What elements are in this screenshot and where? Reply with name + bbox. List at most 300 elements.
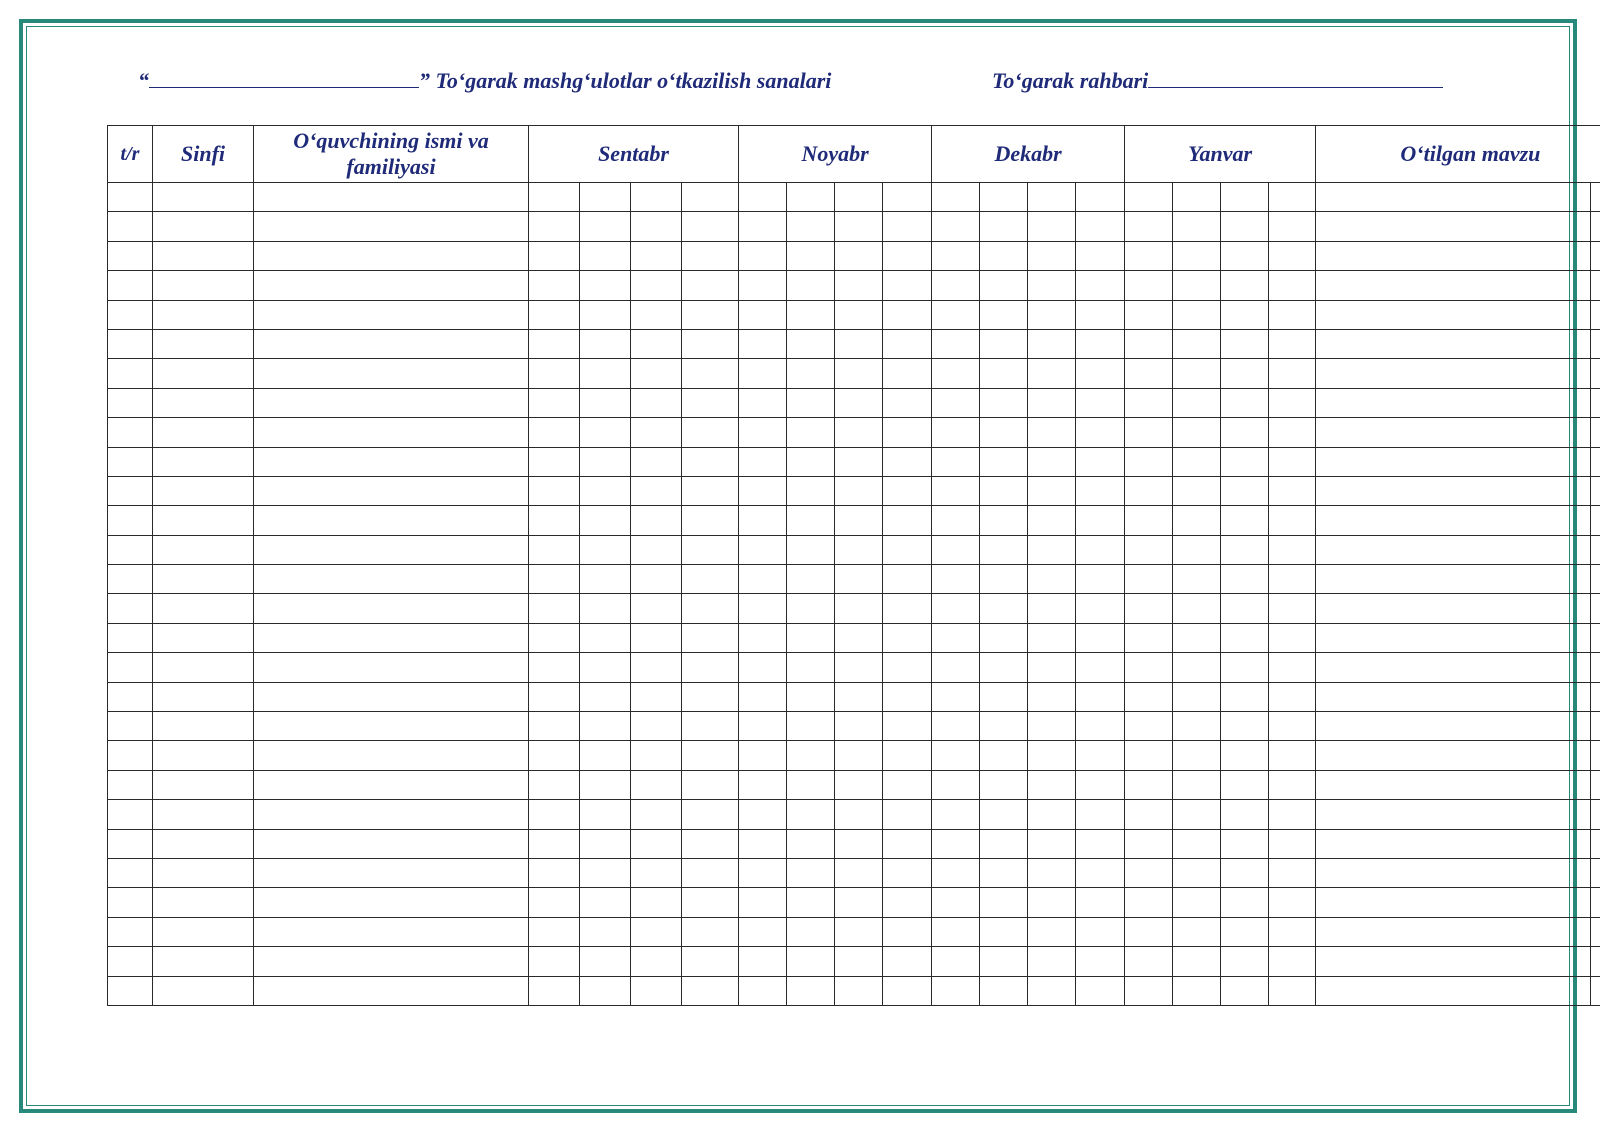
cell-date-mark[interactable]	[980, 976, 1028, 1005]
cell-date-mark[interactable]	[932, 623, 980, 652]
cell-date-mark[interactable]	[1125, 388, 1173, 417]
cell-date-mark[interactable]	[631, 888, 682, 917]
cell-date-mark[interactable]	[1173, 917, 1221, 946]
cell-date-mark[interactable]	[739, 888, 787, 917]
cell-topic[interactable]	[1316, 829, 1591, 858]
cell-date-mark[interactable]	[1076, 976, 1125, 1005]
cell-topic-extra[interactable]	[1591, 418, 1600, 447]
cell-date-mark[interactable]	[932, 653, 980, 682]
cell-class[interactable]	[153, 594, 254, 623]
cell-topic-extra[interactable]	[1591, 241, 1600, 270]
cell-date-mark[interactable]	[1173, 858, 1221, 887]
cell-date-mark[interactable]	[980, 594, 1028, 623]
cell-date-mark[interactable]	[1076, 888, 1125, 917]
cell-date-mark[interactable]	[739, 712, 787, 741]
cell-number[interactable]	[108, 976, 153, 1005]
cell-date-mark[interactable]	[1076, 829, 1125, 858]
cell-date-mark[interactable]	[631, 183, 682, 212]
cell-date-mark[interactable]	[787, 741, 835, 770]
cell-date-mark[interactable]	[932, 682, 980, 711]
cell-student-name[interactable]	[254, 241, 529, 270]
cell-date-mark[interactable]	[1028, 476, 1076, 505]
cell-topic[interactable]	[1316, 770, 1591, 799]
cell-date-mark[interactable]	[580, 858, 631, 887]
cell-topic-extra[interactable]	[1591, 829, 1600, 858]
cell-date-mark[interactable]	[739, 858, 787, 887]
cell-date-mark[interactable]	[631, 653, 682, 682]
cell-date-mark[interactable]	[980, 359, 1028, 388]
cell-class[interactable]	[153, 976, 254, 1005]
cell-date-mark[interactable]	[835, 565, 883, 594]
cell-date-mark[interactable]	[580, 447, 631, 476]
cell-student-name[interactable]	[254, 888, 529, 917]
cell-date-mark[interactable]	[1269, 976, 1316, 1005]
cell-date-mark[interactable]	[980, 888, 1028, 917]
cell-date-mark[interactable]	[1173, 418, 1221, 447]
cell-topic[interactable]	[1316, 535, 1591, 564]
cell-date-mark[interactable]	[835, 653, 883, 682]
cell-date-mark[interactable]	[1221, 329, 1269, 358]
cell-topic[interactable]	[1316, 800, 1591, 829]
cell-date-mark[interactable]	[529, 947, 580, 976]
cell-date-mark[interactable]	[980, 329, 1028, 358]
cell-date-mark[interactable]	[883, 800, 932, 829]
cell-date-mark[interactable]	[1076, 565, 1125, 594]
cell-date-mark[interactable]	[1173, 976, 1221, 1005]
cell-date-mark[interactable]	[682, 329, 739, 358]
cell-date-mark[interactable]	[631, 535, 682, 564]
cell-number[interactable]	[108, 594, 153, 623]
cell-student-name[interactable]	[254, 212, 529, 241]
cell-date-mark[interactable]	[835, 388, 883, 417]
cell-number[interactable]	[108, 565, 153, 594]
cell-date-mark[interactable]	[1173, 329, 1221, 358]
cell-number[interactable]	[108, 329, 153, 358]
cell-topic[interactable]	[1316, 917, 1591, 946]
cell-class[interactable]	[153, 183, 254, 212]
cell-date-mark[interactable]	[1221, 447, 1269, 476]
cell-date-mark[interactable]	[835, 535, 883, 564]
cell-date-mark[interactable]	[580, 506, 631, 535]
cell-date-mark[interactable]	[1076, 623, 1125, 652]
cell-date-mark[interactable]	[980, 476, 1028, 505]
cell-date-mark[interactable]	[883, 329, 932, 358]
cell-class[interactable]	[153, 212, 254, 241]
cell-date-mark[interactable]	[1028, 741, 1076, 770]
cell-date-mark[interactable]	[1173, 565, 1221, 594]
cell-date-mark[interactable]	[1173, 300, 1221, 329]
cell-date-mark[interactable]	[883, 594, 932, 623]
cell-class[interactable]	[153, 829, 254, 858]
cell-date-mark[interactable]	[835, 800, 883, 829]
cell-date-mark[interactable]	[739, 300, 787, 329]
cell-date-mark[interactable]	[1269, 565, 1316, 594]
cell-number[interactable]	[108, 770, 153, 799]
cell-date-mark[interactable]	[932, 418, 980, 447]
cell-date-mark[interactable]	[1125, 770, 1173, 799]
cell-date-mark[interactable]	[1269, 741, 1316, 770]
cell-date-mark[interactable]	[1076, 682, 1125, 711]
cell-date-mark[interactable]	[1125, 300, 1173, 329]
cell-date-mark[interactable]	[739, 800, 787, 829]
cell-class[interactable]	[153, 241, 254, 270]
cell-date-mark[interactable]	[529, 565, 580, 594]
cell-date-mark[interactable]	[631, 594, 682, 623]
cell-topic-extra[interactable]	[1591, 476, 1600, 505]
cell-date-mark[interactable]	[1028, 653, 1076, 682]
cell-date-mark[interactable]	[631, 565, 682, 594]
cell-date-mark[interactable]	[1173, 212, 1221, 241]
cell-date-mark[interactable]	[1028, 888, 1076, 917]
cell-date-mark[interactable]	[580, 476, 631, 505]
cell-date-mark[interactable]	[529, 888, 580, 917]
cell-date-mark[interactable]	[787, 917, 835, 946]
cell-date-mark[interactable]	[932, 800, 980, 829]
cell-date-mark[interactable]	[1269, 241, 1316, 270]
cell-date-mark[interactable]	[1076, 183, 1125, 212]
cell-date-mark[interactable]	[1125, 476, 1173, 505]
cell-date-mark[interactable]	[1221, 535, 1269, 564]
cell-number[interactable]	[108, 712, 153, 741]
cell-date-mark[interactable]	[1125, 447, 1173, 476]
cell-date-mark[interactable]	[682, 506, 739, 535]
cell-date-mark[interactable]	[932, 476, 980, 505]
cell-date-mark[interactable]	[1173, 241, 1221, 270]
cell-date-mark[interactable]	[883, 741, 932, 770]
cell-date-mark[interactable]	[1028, 829, 1076, 858]
cell-number[interactable]	[108, 623, 153, 652]
cell-topic-extra[interactable]	[1591, 506, 1600, 535]
cell-student-name[interactable]	[254, 359, 529, 388]
cell-date-mark[interactable]	[787, 976, 835, 1005]
cell-date-mark[interactable]	[980, 271, 1028, 300]
cell-date-mark[interactable]	[1125, 682, 1173, 711]
cell-date-mark[interactable]	[1173, 271, 1221, 300]
cell-date-mark[interactable]	[787, 359, 835, 388]
cell-date-mark[interactable]	[1221, 653, 1269, 682]
cell-date-mark[interactable]	[932, 917, 980, 946]
cell-student-name[interactable]	[254, 858, 529, 887]
cell-date-mark[interactable]	[835, 947, 883, 976]
cell-date-mark[interactable]	[883, 947, 932, 976]
cell-number[interactable]	[108, 476, 153, 505]
cell-date-mark[interactable]	[529, 623, 580, 652]
cell-date-mark[interactable]	[631, 858, 682, 887]
cell-date-mark[interactable]	[580, 212, 631, 241]
cell-date-mark[interactable]	[739, 447, 787, 476]
cell-date-mark[interactable]	[1173, 741, 1221, 770]
cell-date-mark[interactable]	[883, 565, 932, 594]
cell-date-mark[interactable]	[787, 947, 835, 976]
cell-date-mark[interactable]	[1125, 858, 1173, 887]
cell-number[interactable]	[108, 241, 153, 270]
cell-class[interactable]	[153, 329, 254, 358]
cell-topic[interactable]	[1316, 329, 1591, 358]
cell-date-mark[interactable]	[1269, 888, 1316, 917]
cell-date-mark[interactable]	[739, 241, 787, 270]
cell-date-mark[interactable]	[1221, 212, 1269, 241]
cell-date-mark[interactable]	[980, 535, 1028, 564]
cell-date-mark[interactable]	[1269, 858, 1316, 887]
cell-number[interactable]	[108, 300, 153, 329]
cell-date-mark[interactable]	[1125, 506, 1173, 535]
cell-date-mark[interactable]	[631, 506, 682, 535]
cell-date-mark[interactable]	[580, 359, 631, 388]
cell-date-mark[interactable]	[1028, 800, 1076, 829]
cell-date-mark[interactable]	[1076, 770, 1125, 799]
cell-date-mark[interactable]	[1125, 829, 1173, 858]
cell-date-mark[interactable]	[631, 800, 682, 829]
cell-date-mark[interactable]	[631, 300, 682, 329]
cell-date-mark[interactable]	[631, 712, 682, 741]
cell-topic-extra[interactable]	[1591, 388, 1600, 417]
cell-date-mark[interactable]	[1028, 976, 1076, 1005]
cell-date-mark[interactable]	[1173, 653, 1221, 682]
cell-date-mark[interactable]	[1173, 183, 1221, 212]
cell-student-name[interactable]	[254, 594, 529, 623]
cell-date-mark[interactable]	[1221, 800, 1269, 829]
cell-date-mark[interactable]	[787, 476, 835, 505]
cell-date-mark[interactable]	[932, 300, 980, 329]
cell-date-mark[interactable]	[682, 594, 739, 623]
cell-date-mark[interactable]	[529, 271, 580, 300]
cell-date-mark[interactable]	[1076, 506, 1125, 535]
cell-date-mark[interactable]	[787, 888, 835, 917]
cell-date-mark[interactable]	[883, 506, 932, 535]
cell-date-mark[interactable]	[883, 829, 932, 858]
cell-date-mark[interactable]	[1173, 447, 1221, 476]
cell-date-mark[interactable]	[1028, 506, 1076, 535]
cell-date-mark[interactable]	[682, 741, 739, 770]
cell-date-mark[interactable]	[1269, 829, 1316, 858]
cell-date-mark[interactable]	[1221, 359, 1269, 388]
cell-date-mark[interactable]	[529, 329, 580, 358]
cell-class[interactable]	[153, 888, 254, 917]
cell-topic-extra[interactable]	[1591, 535, 1600, 564]
cell-date-mark[interactable]	[1028, 947, 1076, 976]
cell-date-mark[interactable]	[835, 888, 883, 917]
cell-date-mark[interactable]	[631, 388, 682, 417]
cell-date-mark[interactable]	[883, 476, 932, 505]
cell-date-mark[interactable]	[835, 183, 883, 212]
cell-date-mark[interactable]	[682, 212, 739, 241]
cell-date-mark[interactable]	[932, 858, 980, 887]
cell-date-mark[interactable]	[932, 888, 980, 917]
cell-date-mark[interactable]	[1221, 888, 1269, 917]
cell-date-mark[interactable]	[980, 447, 1028, 476]
cell-date-mark[interactable]	[787, 506, 835, 535]
cell-date-mark[interactable]	[1269, 770, 1316, 799]
cell-date-mark[interactable]	[739, 271, 787, 300]
cell-date-mark[interactable]	[631, 947, 682, 976]
cell-student-name[interactable]	[254, 388, 529, 417]
cell-date-mark[interactable]	[883, 241, 932, 270]
cell-topic-extra[interactable]	[1591, 976, 1600, 1005]
cell-date-mark[interactable]	[1269, 476, 1316, 505]
cell-date-mark[interactable]	[631, 329, 682, 358]
cell-date-mark[interactable]	[1173, 476, 1221, 505]
cell-number[interactable]	[108, 388, 153, 417]
cell-date-mark[interactable]	[1125, 359, 1173, 388]
cell-date-mark[interactable]	[980, 388, 1028, 417]
cell-date-mark[interactable]	[932, 183, 980, 212]
cell-date-mark[interactable]	[883, 271, 932, 300]
cell-date-mark[interactable]	[980, 770, 1028, 799]
cell-date-mark[interactable]	[883, 976, 932, 1005]
cell-date-mark[interactable]	[1173, 594, 1221, 623]
cell-student-name[interactable]	[254, 623, 529, 652]
cell-topic[interactable]	[1316, 212, 1591, 241]
cell-date-mark[interactable]	[1221, 476, 1269, 505]
cell-date-mark[interactable]	[980, 917, 1028, 946]
cell-topic-extra[interactable]	[1591, 770, 1600, 799]
cell-date-mark[interactable]	[835, 241, 883, 270]
cell-date-mark[interactable]	[682, 829, 739, 858]
cell-date-mark[interactable]	[529, 741, 580, 770]
cell-date-mark[interactable]	[682, 447, 739, 476]
club-name-blank[interactable]	[149, 67, 419, 88]
cell-date-mark[interactable]	[835, 447, 883, 476]
cell-class[interactable]	[153, 535, 254, 564]
cell-topic-extra[interactable]	[1591, 329, 1600, 358]
cell-date-mark[interactable]	[739, 623, 787, 652]
cell-date-mark[interactable]	[980, 212, 1028, 241]
cell-number[interactable]	[108, 535, 153, 564]
cell-topic[interactable]	[1316, 888, 1591, 917]
cell-date-mark[interactable]	[787, 858, 835, 887]
cell-date-mark[interactable]	[980, 300, 1028, 329]
cell-date-mark[interactable]	[1125, 212, 1173, 241]
cell-student-name[interactable]	[254, 712, 529, 741]
cell-date-mark[interactable]	[932, 271, 980, 300]
cell-date-mark[interactable]	[1028, 300, 1076, 329]
cell-class[interactable]	[153, 447, 254, 476]
cell-date-mark[interactable]	[932, 447, 980, 476]
cell-date-mark[interactable]	[1221, 623, 1269, 652]
cell-date-mark[interactable]	[980, 682, 1028, 711]
cell-date-mark[interactable]	[631, 623, 682, 652]
cell-date-mark[interactable]	[1221, 565, 1269, 594]
cell-number[interactable]	[108, 359, 153, 388]
cell-date-mark[interactable]	[580, 741, 631, 770]
cell-date-mark[interactable]	[1125, 741, 1173, 770]
cell-date-mark[interactable]	[1269, 418, 1316, 447]
cell-student-name[interactable]	[254, 183, 529, 212]
cell-topic[interactable]	[1316, 388, 1591, 417]
cell-date-mark[interactable]	[787, 565, 835, 594]
cell-date-mark[interactable]	[835, 594, 883, 623]
cell-number[interactable]	[108, 183, 153, 212]
cell-date-mark[interactable]	[1173, 388, 1221, 417]
cell-date-mark[interactable]	[682, 917, 739, 946]
cell-student-name[interactable]	[254, 329, 529, 358]
cell-date-mark[interactable]	[1269, 183, 1316, 212]
cell-date-mark[interactable]	[1076, 476, 1125, 505]
cell-class[interactable]	[153, 682, 254, 711]
cell-topic-extra[interactable]	[1591, 300, 1600, 329]
cell-date-mark[interactable]	[980, 741, 1028, 770]
cell-date-mark[interactable]	[1076, 800, 1125, 829]
cell-date-mark[interactable]	[529, 388, 580, 417]
cell-date-mark[interactable]	[1221, 183, 1269, 212]
cell-date-mark[interactable]	[835, 858, 883, 887]
cell-student-name[interactable]	[254, 741, 529, 770]
cell-date-mark[interactable]	[787, 447, 835, 476]
cell-topic[interactable]	[1316, 623, 1591, 652]
cell-number[interactable]	[108, 741, 153, 770]
cell-date-mark[interactable]	[1125, 623, 1173, 652]
cell-date-mark[interactable]	[1028, 183, 1076, 212]
cell-date-mark[interactable]	[739, 947, 787, 976]
cell-date-mark[interactable]	[1125, 653, 1173, 682]
cell-date-mark[interactable]	[787, 682, 835, 711]
cell-date-mark[interactable]	[932, 359, 980, 388]
cell-date-mark[interactable]	[883, 388, 932, 417]
cell-student-name[interactable]	[254, 976, 529, 1005]
cell-date-mark[interactable]	[883, 212, 932, 241]
cell-date-mark[interactable]	[580, 917, 631, 946]
cell-date-mark[interactable]	[529, 418, 580, 447]
cell-date-mark[interactable]	[835, 829, 883, 858]
cell-date-mark[interactable]	[1125, 183, 1173, 212]
cell-date-mark[interactable]	[835, 712, 883, 741]
cell-date-mark[interactable]	[682, 271, 739, 300]
cell-date-mark[interactable]	[1125, 535, 1173, 564]
cell-class[interactable]	[153, 800, 254, 829]
cell-topic[interactable]	[1316, 359, 1591, 388]
cell-student-name[interactable]	[254, 447, 529, 476]
cell-student-name[interactable]	[254, 565, 529, 594]
cell-class[interactable]	[153, 300, 254, 329]
cell-date-mark[interactable]	[1125, 565, 1173, 594]
cell-date-mark[interactable]	[932, 212, 980, 241]
cell-student-name[interactable]	[254, 770, 529, 799]
cell-date-mark[interactable]	[1173, 800, 1221, 829]
cell-date-mark[interactable]	[1028, 535, 1076, 564]
cell-number[interactable]	[108, 947, 153, 976]
cell-date-mark[interactable]	[580, 329, 631, 358]
cell-date-mark[interactable]	[1076, 535, 1125, 564]
cell-topic-extra[interactable]	[1591, 741, 1600, 770]
cell-date-mark[interactable]	[787, 300, 835, 329]
cell-date-mark[interactable]	[1221, 770, 1269, 799]
cell-date-mark[interactable]	[787, 271, 835, 300]
cell-topic[interactable]	[1316, 506, 1591, 535]
cell-date-mark[interactable]	[739, 183, 787, 212]
cell-date-mark[interactable]	[1076, 241, 1125, 270]
cell-date-mark[interactable]	[529, 917, 580, 946]
cell-date-mark[interactable]	[580, 183, 631, 212]
cell-date-mark[interactable]	[631, 976, 682, 1005]
cell-date-mark[interactable]	[1076, 329, 1125, 358]
cell-date-mark[interactable]	[631, 447, 682, 476]
cell-date-mark[interactable]	[787, 418, 835, 447]
cell-date-mark[interactable]	[631, 829, 682, 858]
cell-date-mark[interactable]	[631, 241, 682, 270]
cell-date-mark[interactable]	[1028, 770, 1076, 799]
cell-class[interactable]	[153, 741, 254, 770]
cell-date-mark[interactable]	[1221, 947, 1269, 976]
cell-date-mark[interactable]	[580, 712, 631, 741]
cell-date-mark[interactable]	[529, 476, 580, 505]
cell-date-mark[interactable]	[787, 829, 835, 858]
cell-date-mark[interactable]	[580, 388, 631, 417]
cell-date-mark[interactable]	[1269, 800, 1316, 829]
cell-date-mark[interactable]	[1076, 418, 1125, 447]
cell-date-mark[interactable]	[682, 888, 739, 917]
cell-date-mark[interactable]	[1269, 947, 1316, 976]
cell-date-mark[interactable]	[1221, 271, 1269, 300]
